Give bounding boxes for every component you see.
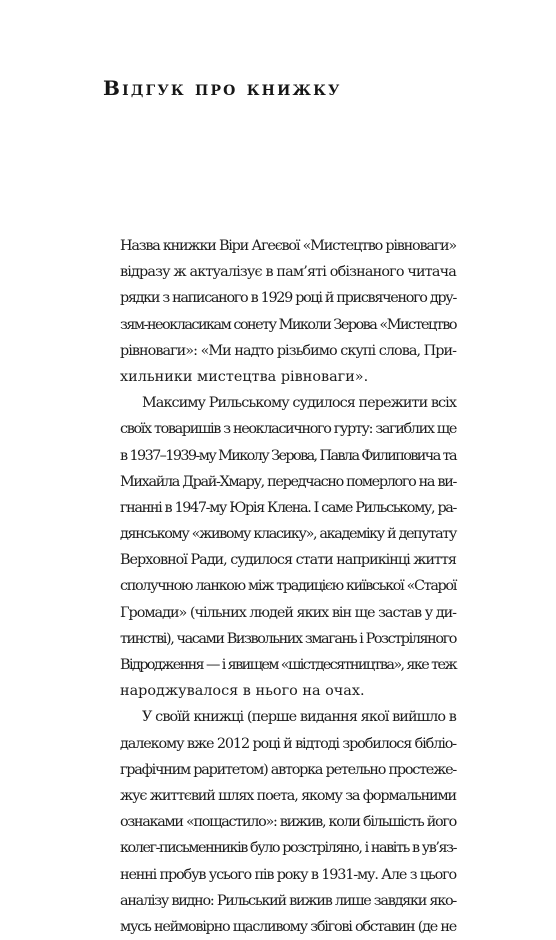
text-line: рядки з написаного в 1929 році й присвяченого дру- [120,290,456,307]
text-line: народжувалося в нього на очах. [120,683,365,700]
text-line: У своїй книжці (перше видання якої вийшло в [142,709,456,726]
text-line: жує життєвий шлях поета, якому за формальними [120,787,456,804]
text-line: в 1937–1939-му Миколу Зерова, Павла Филиповича та [120,447,456,464]
text-line: відразу ж актуалізує в пам’яті обізнаного читача [120,264,456,281]
text-line: дянському «живому класику», академіку й депутату [120,526,456,543]
text-line: Михайла Драй-Хмару, передчасно померлого на ви- [120,473,456,490]
text-line: далекому вже 2012 році й відтоді зробилося бібліо- [120,735,456,752]
text-line: своїх товаришів з неокласичного гурту: загиблих ще [120,421,456,438]
text-line: тинстві), часами Визвольних змагань і Розстріляного [120,630,456,647]
text-line: зям-неокласикам сонету Миколи Зерова «Мистецтво [120,316,456,333]
text-line: графічним раритетом) авторка ретельно простеже- [120,761,456,778]
text-line: колег-письменників було розстріляно, і навіть в ув’яз- [120,840,456,857]
text-line: гнанні в 1947-му Юрія Клена. І саме Рильському, ра- [120,499,456,516]
text-line: рівноваги»: «Ми надто різьбимо скупі слова, При- [120,342,456,359]
text-line: мусь неймовірно щасливому збігові обставин (де не [120,918,456,935]
text-line: Громади» (чільних людей яких він ще застав у ди- [120,604,456,621]
text-line: хильники мистецтва рівноваги». [120,368,369,385]
text-line: Максиму Рильському судилося пережити всіх [142,395,456,412]
section-heading: Відгук про книжку [103,76,342,100]
body-text [120,233,456,940]
text-line: Відродження — і явищем «шістдесятництва», яке теж [120,657,456,673]
text-line: ознаками «пощастило»: вижив, коли більшість його [120,814,456,831]
text-line: аналізу видно: Рильський вижив лише завдяки яко- [120,892,456,909]
text-line: Верховної Ради, судилося стати наприкінці життя [120,552,456,569]
text-line: сполучною ланкою між традицією київської «Старої [120,578,456,595]
text-line: ненні пробув усього пів року в 1931-му. Але з цього [120,866,456,883]
text-line: Назва книжки Віри Агеєвої «Мистецтво рівноваги» [120,238,456,254]
